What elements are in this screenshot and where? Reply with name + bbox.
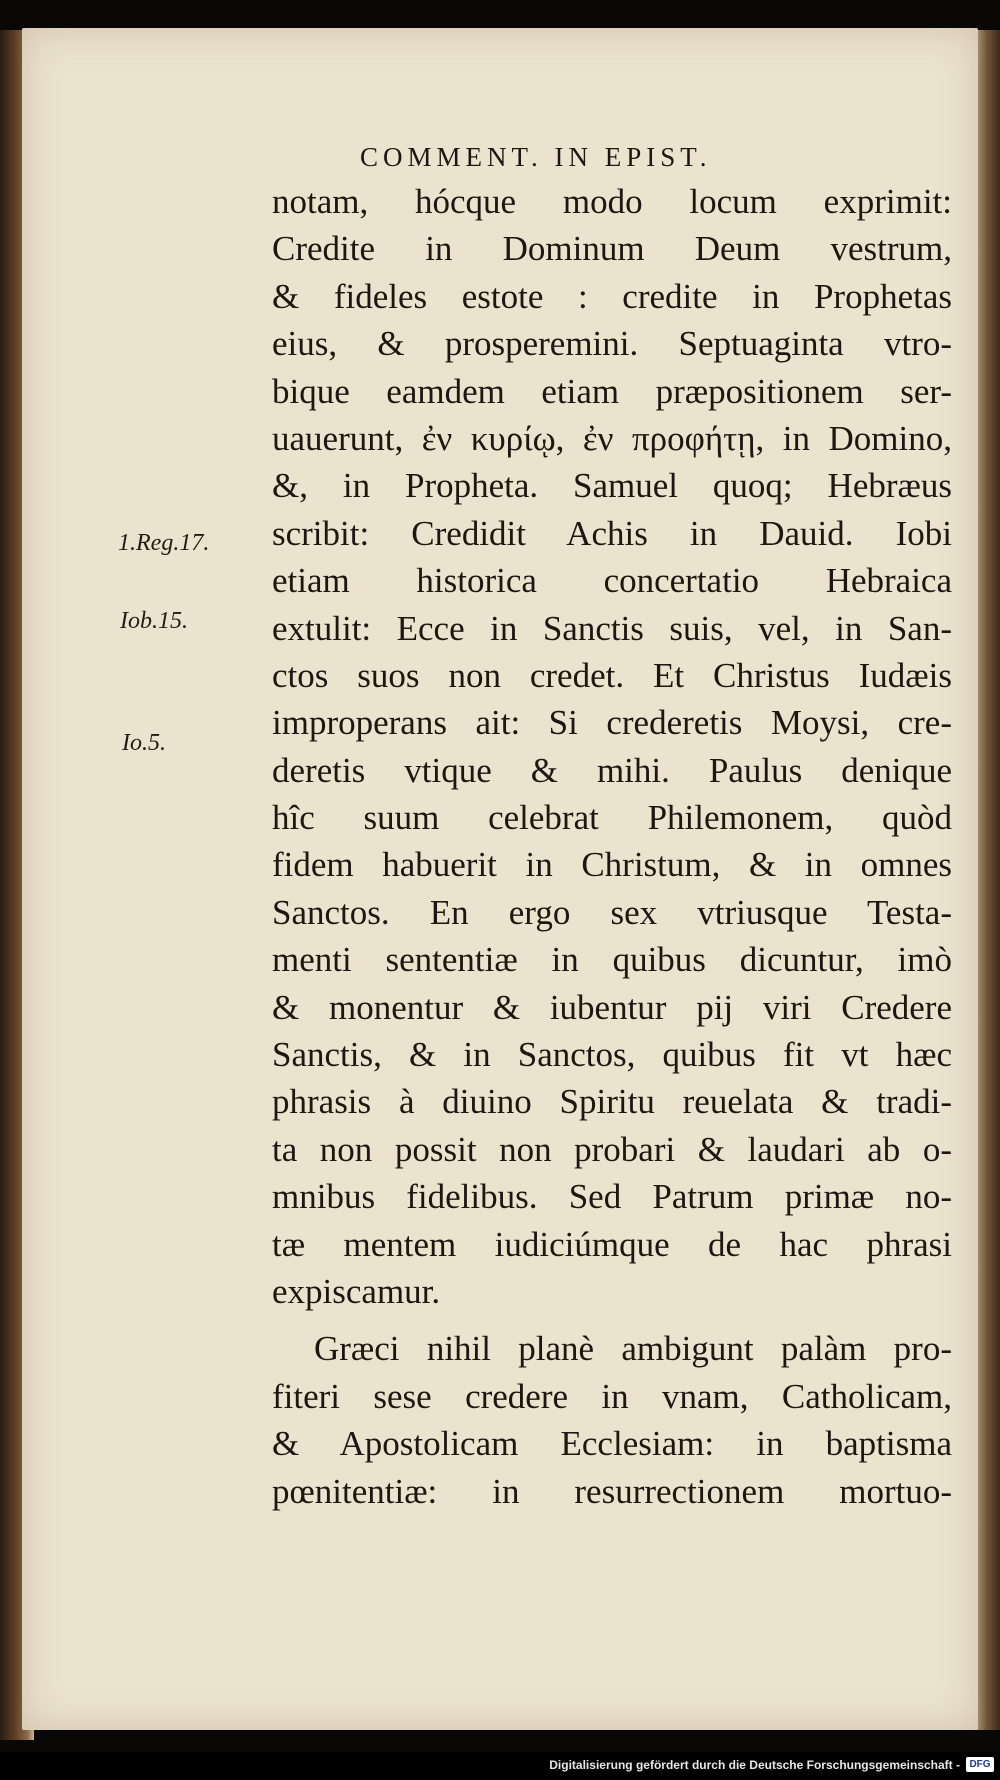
margin-note: Io.5. — [122, 730, 166, 756]
text-line: bique eamdem etiam præpositionem ser- — [272, 371, 952, 411]
text-line: notam, hócque modo locum exprimit: — [272, 182, 952, 221]
text-line: fidem habuerit in Christum, & in omnes — [272, 845, 952, 885]
margin-note: 1.Reg.17. — [118, 530, 210, 556]
text-line: expiscamur. — [272, 1271, 441, 1311]
text-line: extulit: Ecce in Sanctis suis, vel, in San- — [272, 608, 952, 648]
text-line: eius, & prosperemini. Septuaginta vtro- — [272, 324, 952, 364]
body-text — [272, 178, 952, 1515]
paragraph-gap — [272, 1315, 952, 1325]
text-line: Græci nihil planè ambigunt palàm pro- — [314, 1329, 952, 1369]
text-line: improperans ait: Si crederetis Moysi, cre- — [272, 703, 952, 743]
text-line: & fideles estote : credite in Prophetas — [272, 276, 952, 316]
text-line: Sanctis, & in Sanctos, quibus fit vt hæc — [272, 1035, 952, 1075]
text-line: menti sententiæ in quibus dicuntur, imò — [272, 940, 952, 980]
text-line: & Apostolicam Ecclesiam: in baptisma — [272, 1424, 952, 1464]
text-line: scribit: Credidit Achis in Dauid. Iobi — [272, 513, 952, 553]
text-line: phrasis à diuino Spiritu reuelata & tradi- — [272, 1082, 952, 1122]
text-line: ta non possit non probari & laudari ab o- — [272, 1129, 952, 1169]
text-line: Sanctos. En ergo sex vtriusque Testa- — [272, 892, 952, 932]
dfg-logo: DFG — [966, 1757, 994, 1772]
text-line: ctos suos non credet. Et Christus Iudæis — [272, 655, 952, 695]
running-head: COMMENT. IN EPIST. — [360, 142, 712, 172]
text-line: tæ mentem iudiciúmque de hac phrasi — [272, 1224, 952, 1264]
text-line: mnibus fidelibus. Sed Patrum primæ no- — [272, 1177, 952, 1217]
text-line: etiam historica concertatio Hebraica — [272, 561, 952, 601]
text-line: &, in Propheta. Samuel quoq; Hebræus — [272, 466, 952, 506]
text-line: hîc suum celebrat Philemonem, quòd — [272, 798, 952, 838]
text-line: Credite in Dominum Deum vestrum, — [272, 229, 952, 269]
text-line: uauerunt, ἐν κυρίῳ, ἐν προφήτῃ, in Domino, — [272, 418, 952, 458]
text-line: deretis vtique & mihi. Paulus denique — [272, 750, 952, 790]
funding-credit: Digitalisierung gefördert durch die Deutsche Forschungsgemeinschaft - — [549, 1758, 960, 1772]
margin-note: Iob.15. — [120, 608, 188, 634]
text-line: & monentur & iubentur pij viri Credere — [272, 987, 952, 1027]
text-line: fiteri sese credere in vnam, Catholicam, — [272, 1376, 952, 1416]
text-line: pœnitentiæ: in resurrectionem mortuo- — [272, 1471, 952, 1511]
